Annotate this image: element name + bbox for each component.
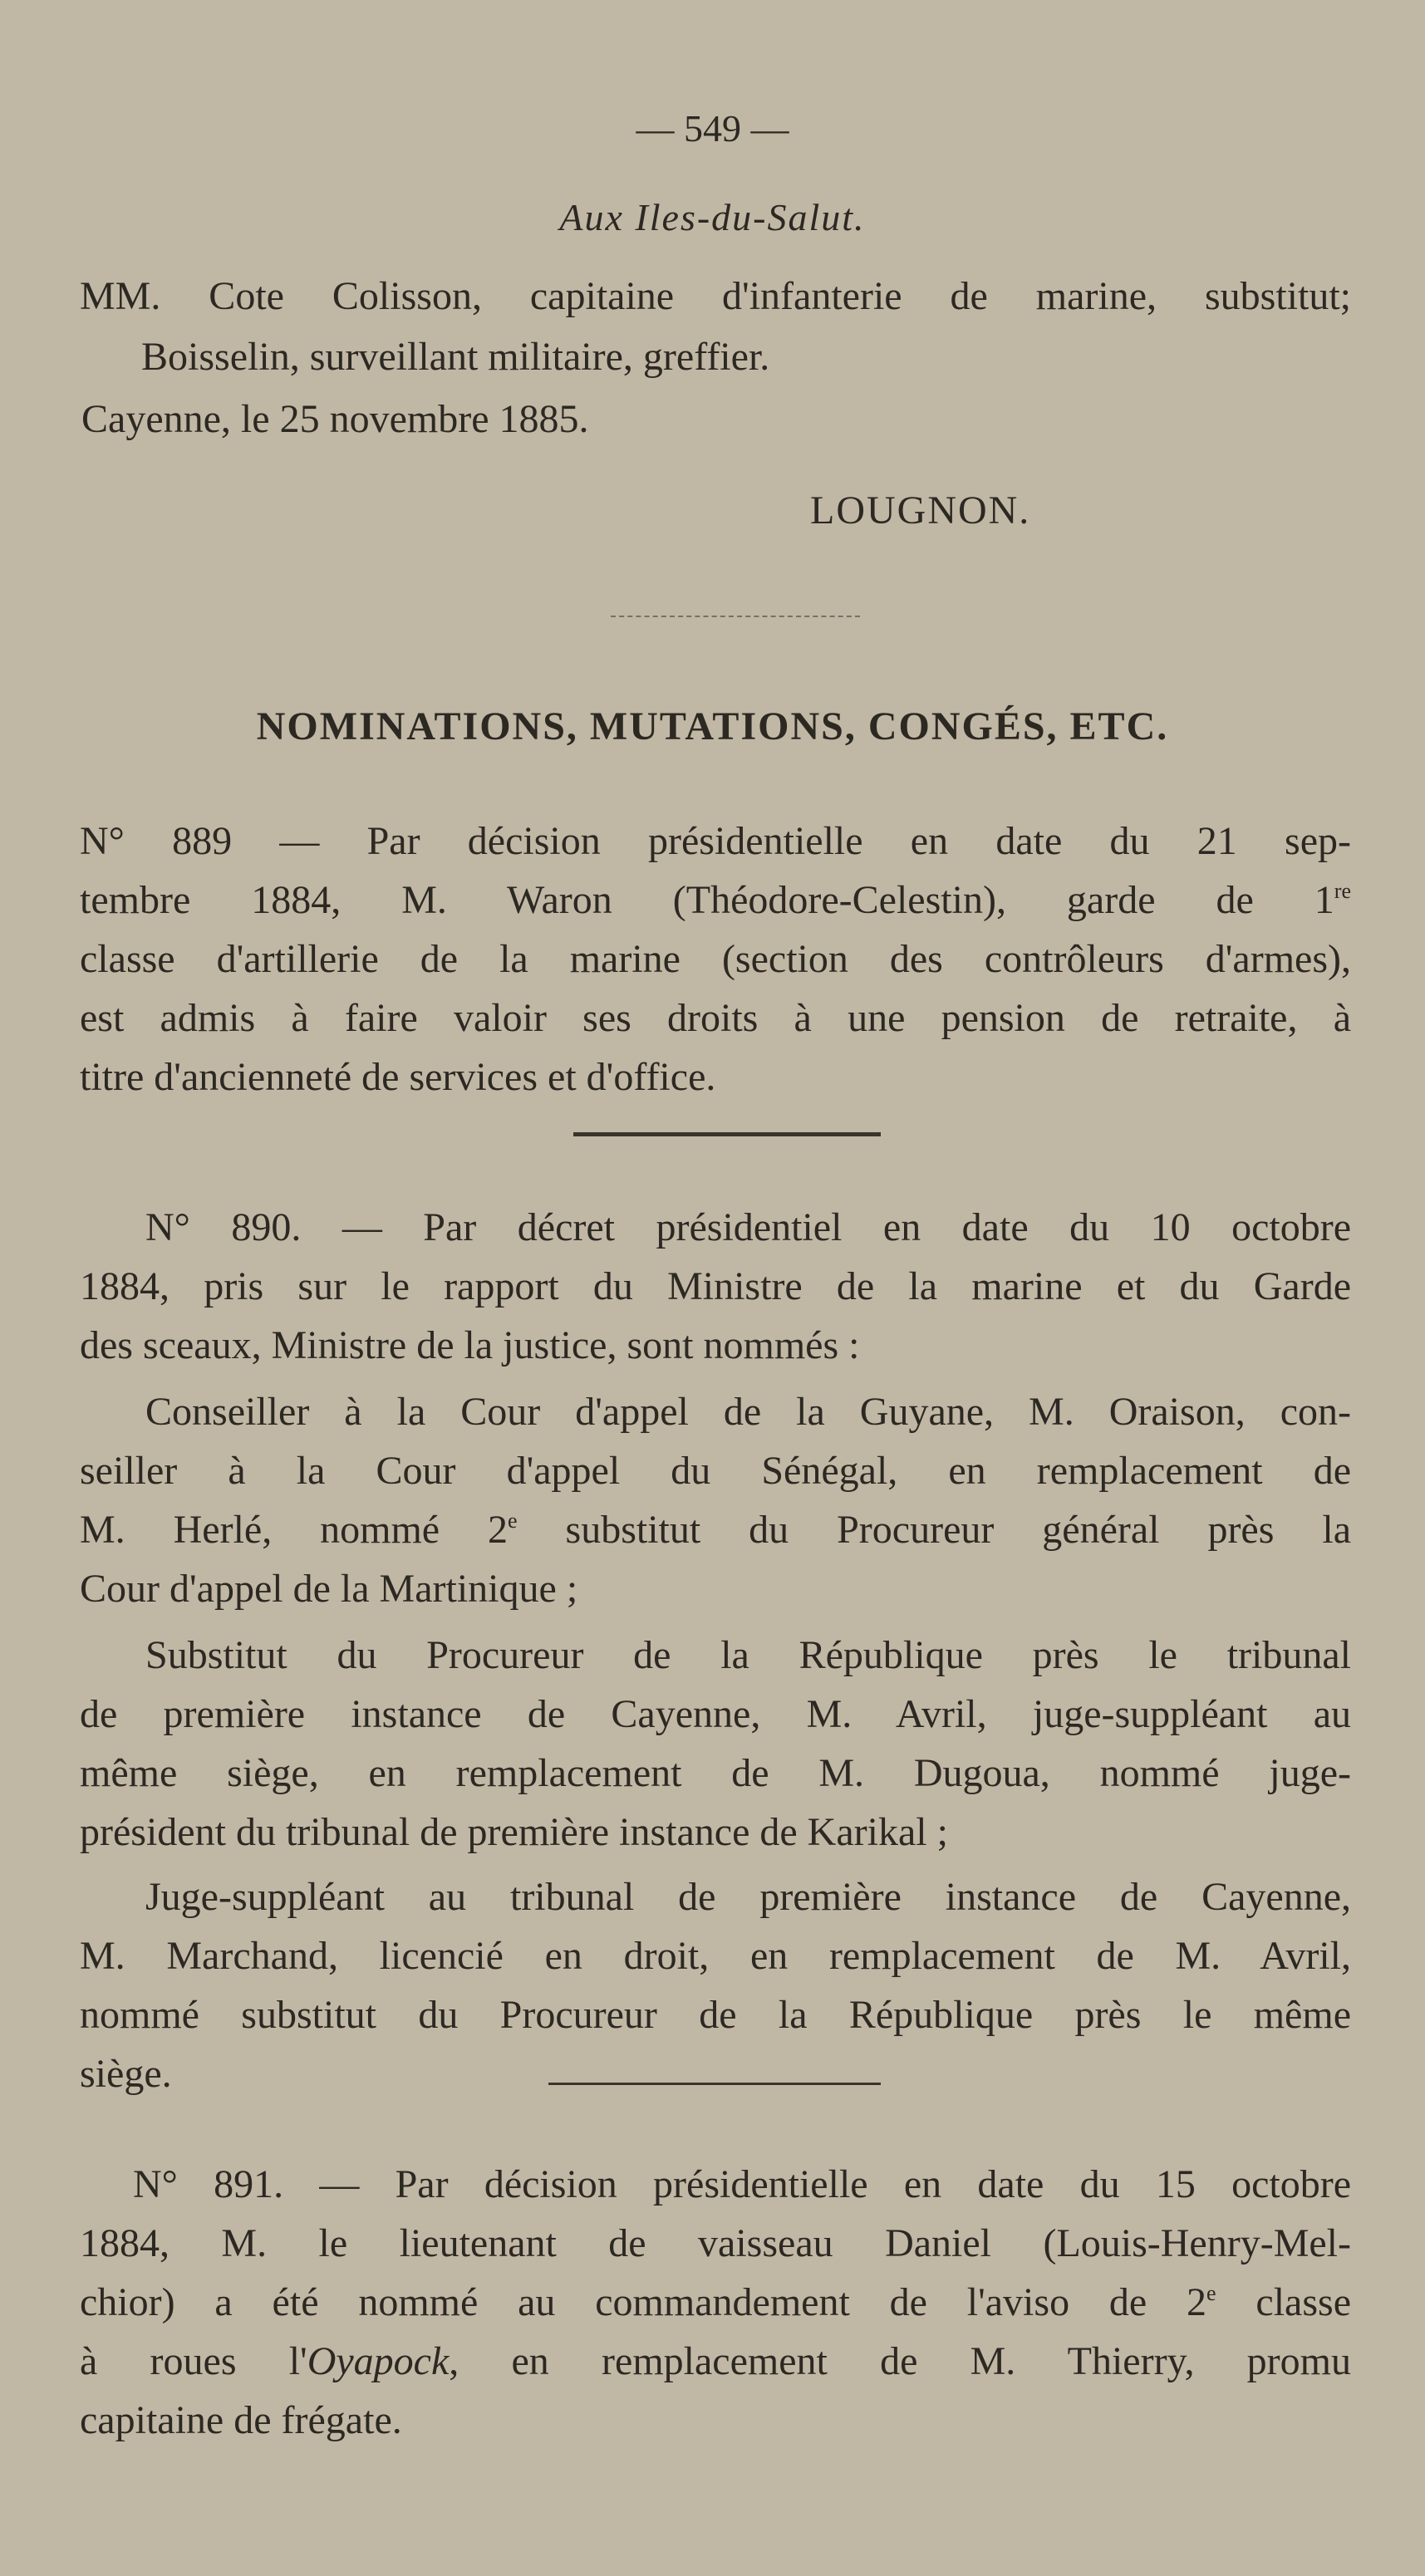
text-line: Boisselin, surveillant militaire, greffier. [141,335,770,379]
text-line: Cayenne, le 25 novembre 1885. [81,397,589,441]
text-line: N° 891. — Par décision présidentielle en date du 15 octobre [133,2162,1351,2206]
text-line: Cour d'appel de la Martinique ; [80,1567,578,1611]
text-line: Substitut du Procureur de la République près le tribunal [145,1633,1351,1677]
location-heading: Aux Iles-du-Salut. [559,196,866,238]
text-line: 1884, pris sur le rapport du Ministre de la marine et du Garde [80,1264,1351,1308]
text-line: nommé substitut du Procureur de la République près le même [80,1993,1351,2037]
section-heading: NOMINATIONS, MUTATIONS, CONGÉS, ETC. [256,704,1169,748]
text-line: titre d'ancienneté de services et d'office. [80,1055,716,1099]
text-line: chior) a été nommé au commandement de l'aviso de 2e classe [80,2280,1351,2324]
ship-name: Oyapock [307,2339,450,2383]
text-line: classe d'artillerie de la marine (section des contrôleurs d'armes), [80,937,1351,981]
text-line: capitaine de frégate. [80,2398,402,2442]
separator-rule [611,616,860,617]
superscript: e [508,1509,518,1533]
text-line: Juge-suppléant au tribunal de première instance de Cayenne, [145,1875,1351,1919]
text-line: président du tribunal de première instance de Karikal ; [80,1810,948,1854]
text-line: à roues l'Oyapock, en remplacement de M. Thierry, promu [80,2339,1351,2383]
text-line: de première instance de Cayenne, M. Avril, juge-suppléant au [80,1692,1351,1736]
superscript: e [1206,2281,1216,2305]
text-line: siège. [80,2052,172,2096]
text-line: est admis à faire valoir ses droits à une pension de retraite, à [80,996,1351,1040]
text-line: tembre 1884, M. Waron (Théodore-Celestin), garde de 1re [80,878,1351,922]
separator-rule [573,1132,881,1136]
superscript: re [1334,879,1351,903]
separator-rule [548,2083,881,2085]
text-line: même siège, en remplacement de M. Dugoua, nommé juge- [80,1751,1351,1795]
text-line: M. Marchand, licencié en droit, en remplacement de M. Avril, [80,1934,1351,1978]
page-number: — 549 — [636,107,789,150]
text-line: N° 890. — Par décret présidentiel en date du 10 octobre [145,1205,1351,1249]
text-line: 1884, M. le lieutenant de vaisseau Daniel (Louis-Henry-Mel- [80,2221,1351,2265]
text-line: M. Herlé, nommé 2e substitut du Procureur général près la [80,1508,1351,1552]
text-line: seiller à la Cour d'appel du Sénégal, en remplacement de [80,1449,1351,1493]
text-line: N° 889 — Par décision présidentielle en date du 21 sep- [80,819,1351,863]
signature: LOUGNON. [810,488,1031,532]
text-line: MM. Cote Colisson, capitaine d'infanterie de marine, substitut; [80,274,1351,318]
text-line: Conseiller à la Cour d'appel de la Guyane, M. Oraison, con- [145,1390,1351,1434]
text-line: des sceaux, Ministre de la justice, sont nommés : [80,1323,860,1367]
